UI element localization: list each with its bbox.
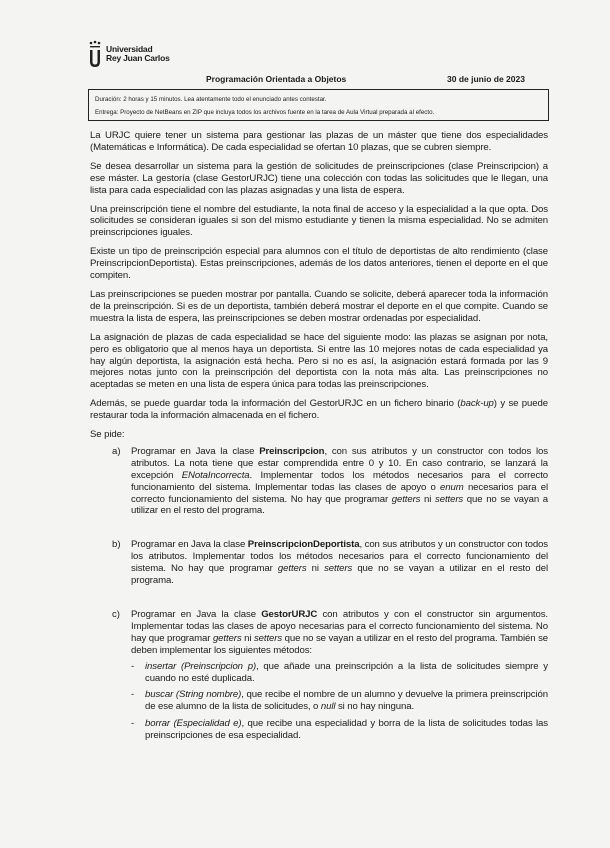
task-marker: c): [112, 609, 120, 620]
exam-statement: [90, 130, 548, 755]
text-run: ni: [241, 632, 254, 644]
text-run: con atributos y con el constructor sin argumentos. Implementar todas las clases de apoyo necesarias para el correcto funcionamiento del sistema. No hay que programar: [131, 609, 548, 644]
dash-marker: -: [131, 689, 135, 701]
task-item-c: [112, 609, 548, 747]
method-signature: buscar (String nombre): [145, 689, 242, 701]
backup-emph: back-up: [460, 398, 494, 410]
emph-run: setters: [435, 493, 464, 505]
text-run: . Implementar todos los métodos necesarios para el correcto funcionamiento del sistema. Implementar todas las clases de apoyo o: [131, 469, 548, 493]
method-signature: borrar (Especialidad e): [145, 718, 242, 730]
exception-name: ENotaIncorrecta: [181, 469, 250, 481]
method-description: , que recibe el nombre de un alumno y devuelve la primera preinscripción de ese alumno de la lista de solicitudes, o: [145, 689, 548, 713]
se-pide-heading: Se pide:: [90, 429, 125, 441]
paragraph-gestoria: Se desea desarrollar un sistema para la gestión de solicitudes de preinscripciones (clase Preinscripcion) a ese máster. La gestoría (clase GestorURJC) tiene una colección con todas las solicitudes que le llegan, una lista para cada especialidad con las plazas asignadas y una lista de espera.: [90, 160, 548, 196]
paragraph-preinscripcion: Una preinscripción tiene el nombre del estudiante, la nota final de acceso y la especialidad a la que opta. Dos solicitudes se consideran iguales si son del mismo estudiante y tienen la misma especialidad. No se admiten preinscripciones iguales.: [90, 203, 548, 239]
task-text: [131, 609, 548, 747]
dash-marker: -: [131, 718, 135, 730]
paragraph-backup: [90, 398, 548, 422]
task-item-b: [112, 539, 548, 587]
text-run: Programar en Java la clase: [131, 445, 260, 457]
class-name: GestorURJC: [261, 609, 318, 620]
class-name: PreinscripcionDeportista: [247, 539, 360, 551]
emph-run: getters: [212, 632, 242, 644]
method-description: , que añade una preinscripción a la lista de solicitudes siempre y cuando no esté duplicada.: [145, 660, 548, 684]
duration-text: Duración: 2 horas y 15 minutos. Lea atentamente todo el enunciado antes contestar.: [95, 96, 327, 103]
task-marker: a): [112, 445, 121, 457]
university-name-line1: Universidad: [106, 44, 153, 54]
text-run: que no se vayan a utilizar en el resto del programa.: [131, 563, 548, 587]
course-title: Programación Orientada a Objetos: [206, 74, 347, 84]
emph-run: enum: [440, 481, 464, 493]
urjc-emblem-icon: [88, 40, 102, 68]
backup-text-1: Además, se puede guardar toda la información del GestorURJC en un fichero binario (: [90, 398, 461, 410]
paragraph-intro: La URJC quiere tener un sistema para gestionar las plazas de un máster que tiene dos especialidades (Matemáticas e Informática). De cada especialidad se ofertan 10 plazas, que se cubren siempre.: [90, 130, 548, 153]
task-item-a: [112, 446, 548, 517]
text-run: que no se vayan a utilizar en el resto del programa.: [131, 493, 548, 517]
university-name-line2: Rey Juan Carlos: [106, 53, 170, 63]
paragraph-deportista: Existe un tipo de preinscripción especial para alumnos con el título de deportistas de alto rendimiento (clase PreinscripcionDeportista). Estas preinscripciones, además de los datos anteriores, tienen el deporte en el que compiten.: [90, 246, 548, 282]
text-run: , con sus atributos y un constructor con todos los atributos. La nota tiene que estar comprendida entre 0 y 10. En caso contrario, se lanzará la excepción: [131, 445, 548, 481]
text-run: ni: [306, 563, 325, 575]
emph-run: setters: [253, 632, 283, 644]
method-description-end: si no hay ninguna.: [335, 701, 415, 713]
backup-text-2: ) y se puede restaurar toda la información almacenada en el fichero.: [90, 398, 548, 422]
emph-run: setters: [324, 563, 353, 575]
paragraph-asignacion: La asignación de plazas de cada especialidad se hace del siguiente modo: las plazas se asignan por nota, pero es obligatorio que al menos haya un deportista. Si entre las 10 mejores notas de cada especialidad ya hay algún deportista, la asignación está hecha. Pero si no es así, la asignación estará formada por las 9 mejores notas junto con la preinscripción del deportista con la nota más alta. Las preinscripciones no aceptadas se meten en una lista de espera única para todas las preinscripciones.: [90, 331, 548, 391]
emph-run: getters: [391, 493, 421, 505]
text-run: que no se vayan a utilizar en el resto del programa. También se deben implementar los siguientes métodos:: [131, 632, 549, 656]
exam-info-box: [88, 89, 549, 121]
paragraph-mostrar: Las preinscripciones se pueden mostrar por pantalla. Cuando se solicite, deberá aparecer toda la información de la preinscripción. Si es de un deportista, también deberá mostrar el deporte en el que compite. Cuando se muestra la lista de espera, las preinscripciones se deben mostrar ordenadas por especialidad.: [90, 288, 548, 324]
method-signature: insertar (Preinscripcion p): [145, 660, 257, 672]
text-run: necesarios para el correcto funcionamiento del sistema. No hay que programar: [131, 481, 548, 505]
task-list: [112, 446, 548, 747]
task-text: [131, 539, 548, 587]
text-run: , con sus atributos y un constructor con todos los atributos. Implementar todos los métodos necesarios para el correcto funcionamiento del sistema. No hay que programar: [131, 539, 548, 575]
method-item-buscar: [131, 689, 548, 713]
null-emph: null: [320, 701, 336, 713]
method-list: [131, 661, 548, 742]
class-name: Preinscripcion: [259, 445, 325, 457]
text-run: Programar en Java la clase: [131, 539, 248, 551]
university-logo: [88, 40, 170, 68]
exam-date: 30 de junio de 2023: [447, 74, 525, 84]
task-text: [131, 446, 548, 517]
emph-run: getters: [277, 563, 307, 575]
method-item-borrar: [131, 718, 548, 742]
method-item-insertar: [131, 661, 548, 685]
delivery-text: Entrega: Proyecto de NetBeans en ZIP que incluya todos los archivos fuente en la tarea de Aula Virtual preparada al efecto.: [95, 109, 435, 116]
task-marker: b): [112, 539, 121, 551]
dash-marker: -: [131, 660, 135, 672]
text-run: Programar en Java la clase: [131, 609, 262, 620]
text-run: ni: [420, 493, 436, 505]
method-description: , que recibe una especialidad y borra de la lista de solicitudes todas las preinscripciones de esa especialidad.: [145, 718, 548, 742]
